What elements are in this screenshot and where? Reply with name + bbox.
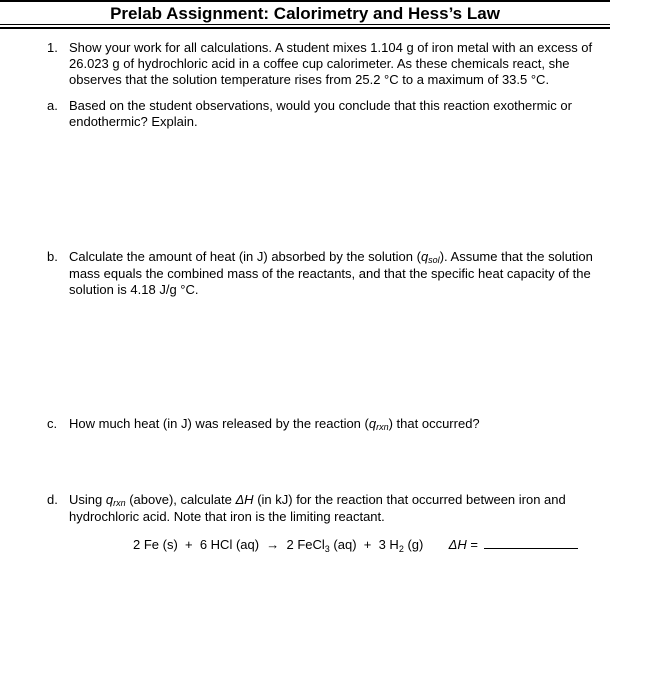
question-a-label: a. [47, 98, 58, 113]
question-b-line-3: solution is 4.18 J/g °C. [69, 282, 199, 297]
top-rule [0, 0, 610, 2]
question-a-line-2: endothermic? Explain. [69, 114, 198, 129]
question-1-line-2: 26.023 g of hydrochloric acid in a coffee cup calorimeter. As these chemicals react, she [69, 56, 570, 71]
question-c-label: c. [47, 416, 58, 431]
question-1-line-1: Show your work for all calculations. A student mixes 1.104 g of iron metal with an excess of [69, 40, 593, 55]
question-1-line-3: observes that the solution temperature rises from 25.2 °C to a maximum of 33.5 °C. [69, 72, 550, 87]
title-underline-thick [0, 27, 610, 29]
question-b-line-2: mass equals the combined mass of the reactants, and that the specific heat capacity of the [69, 266, 591, 281]
question-1-number: 1. [47, 40, 58, 55]
question-d-label: d. [47, 492, 58, 507]
question-d-line-1: Using qrxn (above), calculate ΔH (in kJ) for the reaction that occurred between iron and [69, 492, 566, 508]
title-underline-thin [0, 24, 610, 25]
question-b-label: b. [47, 249, 58, 264]
question-c-line-1: How much heat (in J) was released by the reaction (qrxn) that occurred? [69, 416, 480, 432]
question-a-line-1: Based on the student observations, would you conclude that this reaction exothermic or [69, 98, 572, 113]
delta-h-answer-line[interactable] [484, 536, 578, 549]
reaction-equation: 2 Fe (s) + 6 HCl (aq) → 2 FeCl$_3$ (aq) + 3 $H_2$ (g) ΔH = [133, 536, 578, 552]
page-title: Prelab Assignment: Calorimetry and Hess’s Law [110, 4, 500, 23]
question-b-line-1: Calculate the amount of heat (in J) absorbed by the solution (qsol). Assume that the solution [69, 249, 593, 265]
question-d-line-2: hydrochloric acid. Note that iron is the limiting reactant. [69, 509, 385, 524]
